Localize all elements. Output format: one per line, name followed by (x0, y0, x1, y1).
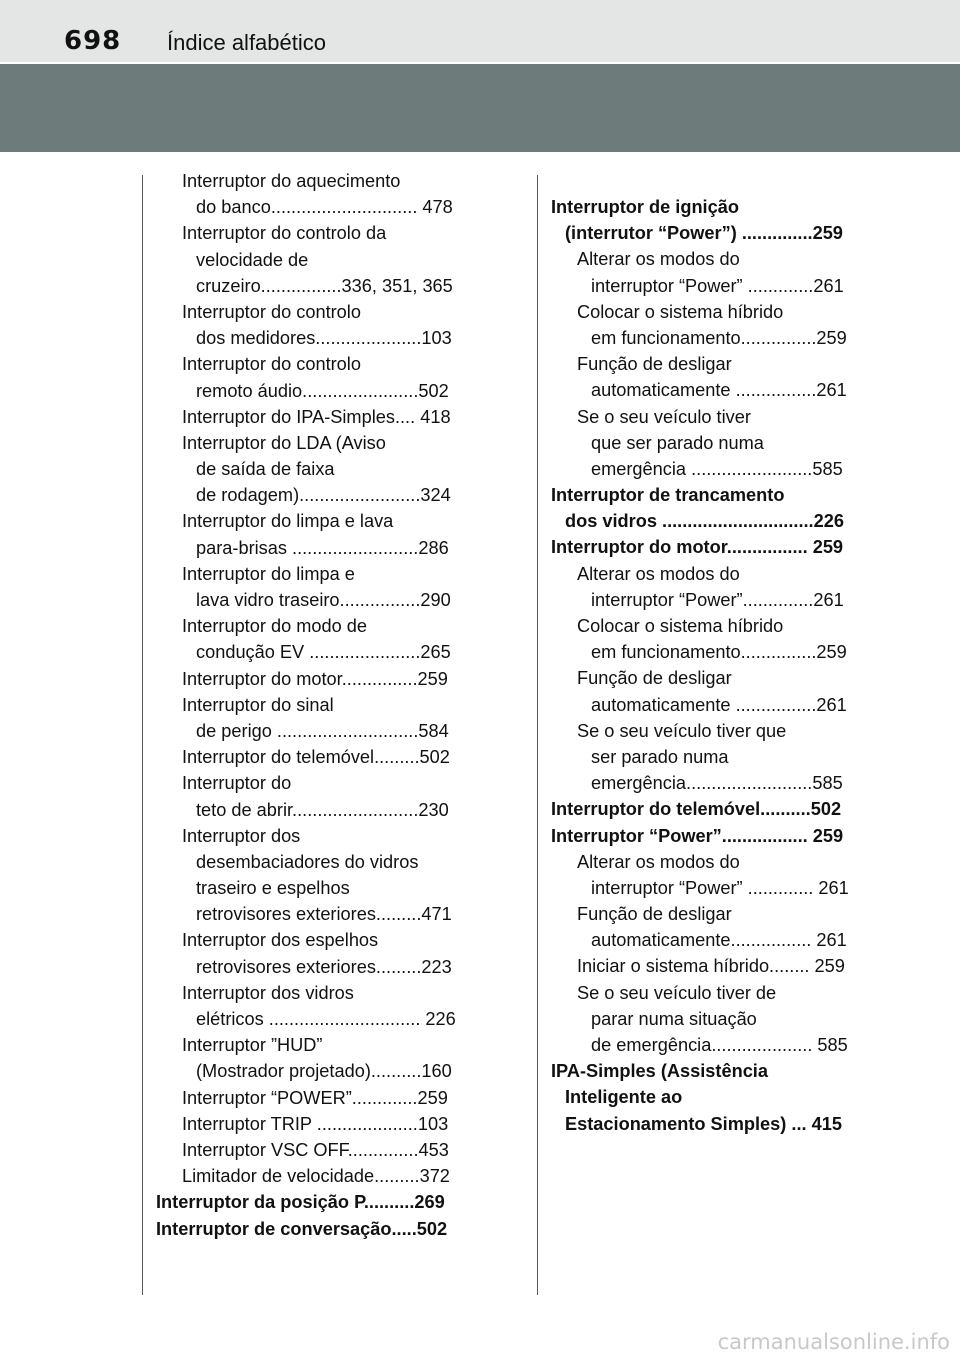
index-entry: Interruptor do limpa e (182, 563, 355, 584)
index-entry: Função de desligar (577, 904, 732, 925)
index-entry: Interruptor dos vidros (182, 982, 354, 1003)
index-entry: para-brisas .........................286 (196, 537, 449, 558)
index-entry: retrovisores exteriores.........223 (196, 956, 452, 977)
index-entry: de rodagem)........................324 (196, 485, 451, 506)
index-entry: em funcionamento...............259 (591, 642, 847, 663)
index-entry: cruzeiro................336, 351, 365 (196, 275, 453, 296)
index-entry: automaticamente ................261 (591, 694, 847, 715)
index-entry: Interruptor de trancamento (551, 485, 785, 506)
index-entry: Interruptor do (182, 773, 292, 794)
index-entry: Interruptor ”HUD” (182, 1035, 323, 1056)
index-entry: Interruptor do motor................ 259 (551, 537, 844, 558)
index-entry: Interruptor dos (182, 825, 301, 846)
index-entry: Interruptor dos espelhos (182, 930, 379, 951)
index-entry: de emergência.................... 585 (591, 1035, 848, 1055)
index-entry: elétricos .............................. 226 (196, 1009, 456, 1029)
index-entry: Interruptor da posição P..........269 (156, 1192, 445, 1213)
index-entry: Colocar o sistema híbrido (577, 616, 784, 636)
index-entry: que ser parado numa (591, 432, 764, 453)
index-entry: Interruptor de ignição (551, 197, 739, 217)
header-bar (0, 0, 960, 62)
index-entry: Interruptor de conversação.....502 (156, 1218, 448, 1239)
index-entry: traseiro e espelhos (196, 878, 350, 899)
index-entry: Interruptor do motor...............259 (182, 668, 448, 689)
index-entry: condução EV ......................265 (196, 642, 451, 663)
index-entry: teto de abrir.........................230 (196, 799, 449, 820)
index-entry: Alterar os modos do (577, 249, 740, 270)
index-entry: velocidade de (196, 249, 309, 270)
index-entry: interruptor “Power”..............261 (591, 589, 844, 610)
index-entry: do banco............................. 478 (196, 197, 453, 218)
index-entry: parar numa situação (591, 1008, 757, 1029)
index-entry: retrovisores exteriores.........471 (196, 904, 452, 925)
index-entry: Interruptor do controlo (182, 301, 361, 322)
index-entry: Função de desligar (577, 354, 732, 375)
index-entry: dos medidores.....................103 (196, 328, 452, 349)
index-entry: interruptor “Power” ............. 261 (591, 877, 849, 898)
index-entry: Interruptor “Power”................. 259 (551, 825, 844, 846)
section-banner (0, 64, 960, 152)
index-entry: Alterar os modos do (577, 563, 740, 584)
index-entry: Interruptor do telemóvel..........502 (551, 799, 842, 820)
index-entry: Se o seu veículo tiver (577, 406, 751, 427)
index-entry: Interruptor do modo de (182, 616, 368, 637)
index-entry: Iniciar o sistema híbrido........ 259 (577, 956, 845, 977)
index-entry: Interruptor do controlo da (182, 223, 387, 244)
index-entry: Limitador de velocidade.........372 (182, 1166, 450, 1187)
section-title: Índice alfabético (167, 30, 326, 55)
page-number: 698 (64, 26, 122, 56)
index-entry: de perigo ............................584 (196, 720, 449, 741)
index-entry: Interruptor do IPA-Simples.... 418 (182, 406, 451, 427)
index-entry: Se o seu veículo tiver de (577, 982, 777, 1003)
index-entry: (Mostrador projetado)..........160 (196, 1061, 452, 1082)
index-entry: automaticamente ................261 (591, 380, 847, 401)
index-entry: Inteligente ao (565, 1087, 683, 1108)
column-divider-left (142, 175, 143, 1295)
index-entry: Interruptor do limpa e lava (182, 511, 394, 532)
index-entry: lava vidro traseiro................290 (196, 590, 451, 610)
index-entry: Interruptor “POWER”.............259 (182, 1087, 448, 1108)
index-entry: Colocar o sistema híbrido (577, 301, 784, 322)
index-entry: Interruptor do telemóvel.........502 (182, 747, 450, 768)
index-column-right (551, 194, 869, 1137)
index-entry: interruptor “Power” .............261 (591, 275, 844, 296)
index-entry: Estacionamento Simples) ... 415 (565, 1113, 842, 1134)
index-entry: Interruptor TRIP ....................103 (182, 1113, 449, 1134)
index-entry: Interruptor do controlo (182, 354, 361, 375)
index-entry: (interrutor “Power”) ..............259 (565, 223, 843, 244)
index-entry: ser parado numa (591, 746, 729, 767)
index-entry: Função de desligar (577, 668, 732, 689)
watermark: carmanualsonline.info (717, 1330, 950, 1354)
index-entry: remoto áudio.......................502 (196, 380, 449, 401)
column-divider-middle (537, 175, 538, 1295)
index-entry: Alterar os modos do (577, 851, 740, 872)
index-entry: Interruptor do sinal (182, 694, 334, 715)
index-entry: em funcionamento...............259 (591, 327, 847, 348)
index-entry: automaticamente................ 261 (591, 930, 847, 951)
index-entry: dos vidros ..............................226 (565, 511, 844, 532)
index-entry: Interruptor do aquecimento (182, 171, 401, 191)
index-entry: emergência.........................585 (591, 773, 843, 794)
index-entry: de saída de faixa (196, 459, 335, 480)
index-entry: Interruptor VSC OFF..............453 (182, 1139, 449, 1160)
index-entry: IPA-Simples (Assistência (551, 1061, 768, 1082)
index-entry: Interruptor do LDA (Aviso (182, 432, 386, 453)
index-entry: Se o seu veículo tiver que (577, 720, 787, 741)
index-entry: desembaciadores do vidros (196, 851, 419, 872)
index-column-left (156, 168, 474, 1242)
index-entry: emergência ........................585 (591, 458, 843, 479)
